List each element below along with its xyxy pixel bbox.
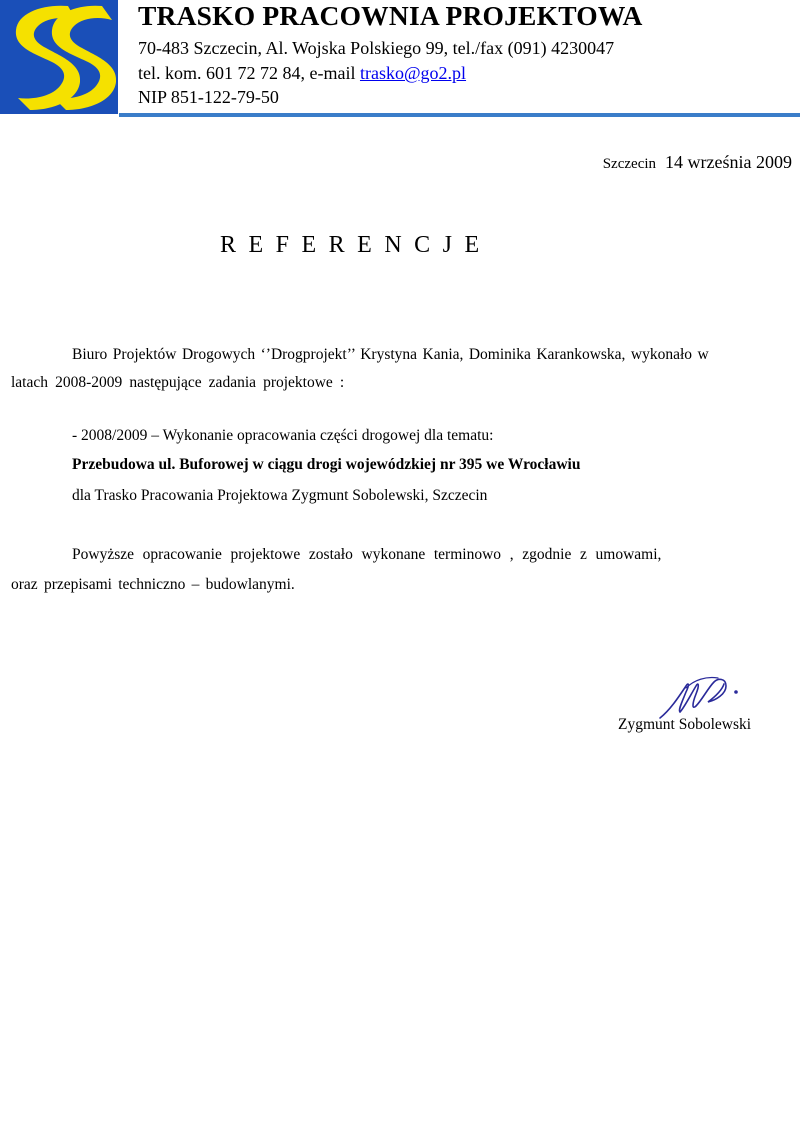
email-link[interactable]: trasko@go2.pl [359,63,467,83]
paragraph-2-line-2: oraz przepisami techniczno – budowlanymi. [11,576,295,593]
signature-name: Zygmunt Sobolewski [618,716,752,733]
paragraph-1-line-2: latach 2008-2009 następujące zadania projektowe : [11,374,345,391]
company-name: TRASKO PRACOWNIA PROJEKTOWA [138,0,643,31]
company-nip: NIP 851-122-79-50 [138,87,279,107]
contact-phone: tel. kom. 601 72 72 84, e-mail [138,63,360,83]
project-item-line-3: dla Trasko Pracowania Projektowa Zygmunt Sobolewski, Szczecin [72,487,488,504]
company-logo [0,0,118,114]
project-item-line-1: - 2008/2009 – Wykonanie opracowania części drogowej dla tematu: [72,427,494,444]
company-address: 70-483 Szczecin, Al. Wojska Polskiego 99, tel./fax (091) 4230047 [138,38,615,58]
project-title: Przebudowa ul. Buforowej w ciągu drogi wojewódzkiej nr 395 we Wrocławiu [72,456,581,473]
paragraph-1-line-1: Biuro Projektów Drogowych ‘’Drogprojekt’’ Krystyna Kania, Dominika Karankowska, wykonało w [72,346,709,363]
date-city: Szczecin [602,156,657,172]
header-rule [119,113,800,117]
date-line [603,152,792,173]
paragraph-2-line-1: Powyższe opracowanie projektowe zostało wykonane terminowo , zgodnie z umowami, [72,546,662,563]
date-value: 14 września 2009 [665,152,792,172]
document-title: REFERENCJE [220,232,492,258]
company-contact [138,63,466,84]
